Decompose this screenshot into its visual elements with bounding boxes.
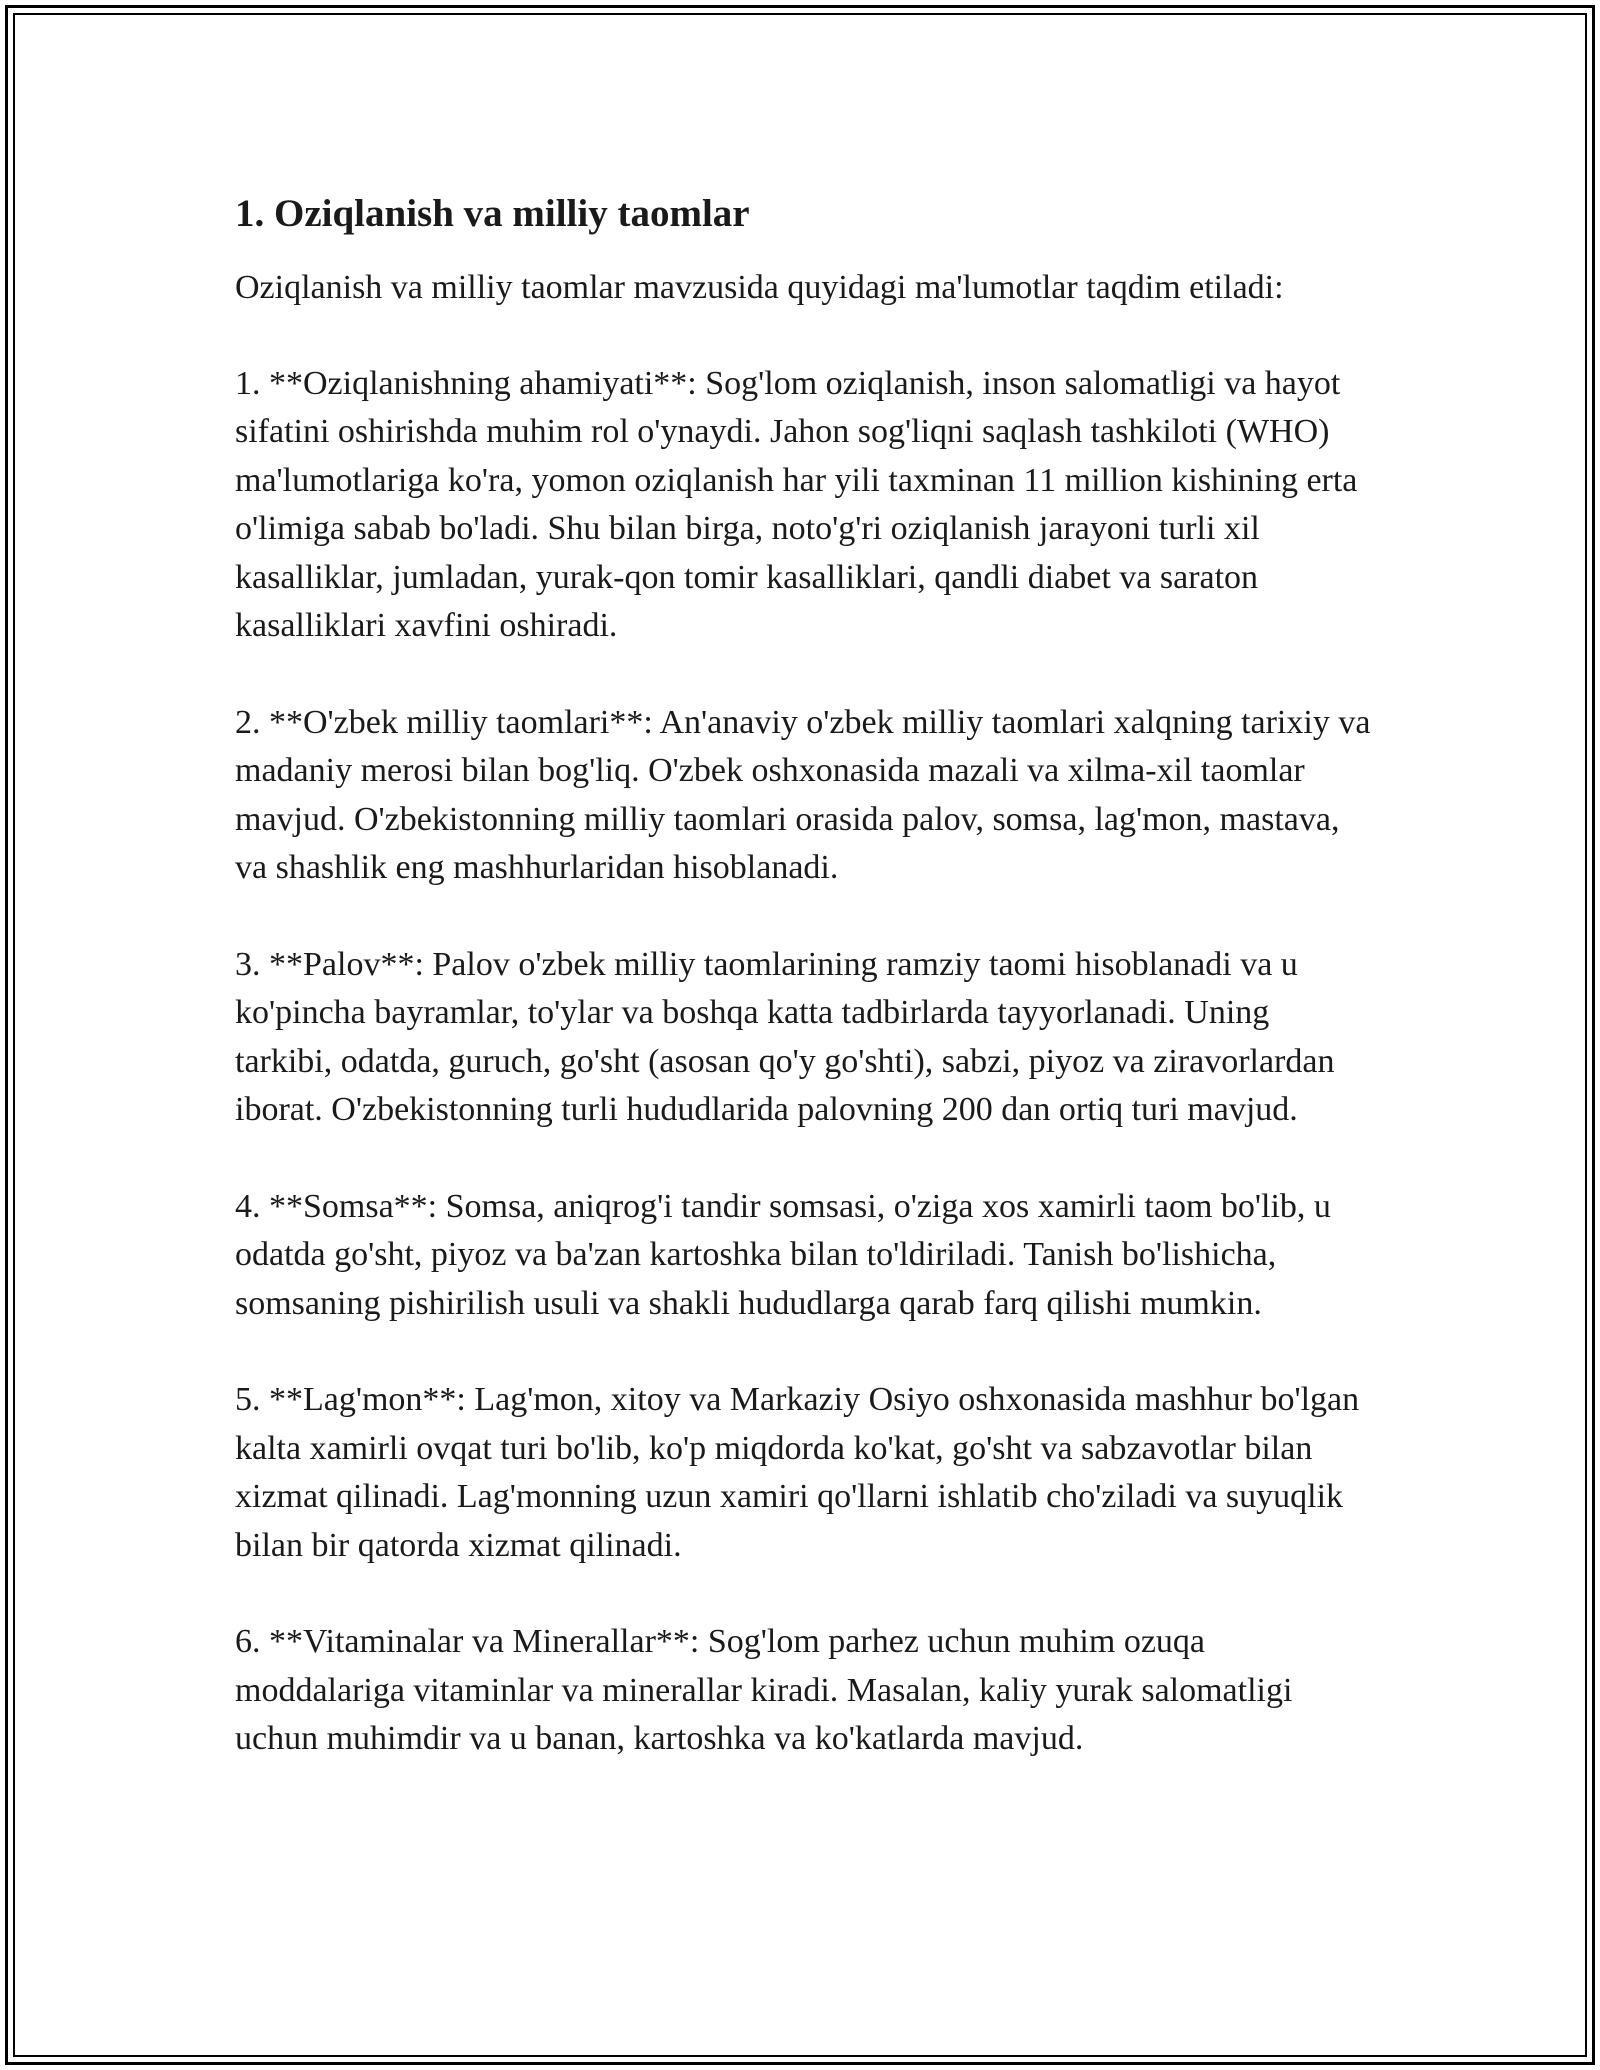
document-title: 1. Oziqlanish va milliy taomlar [235, 192, 750, 235]
paragraph-3: 3. **Palov**: Palov o'zbek milliy taomlarining ramziy taomi hisoblanadi va u ko'pincha bayramlar, to'ylar va boshqa katta tadbirlarda tayyorlanadi. Uning tarkibi, odatda, guruch, go'sht (asosan qo'y go'shti), sabzi, piyoz va ziravorlardan iborat. O'zbekistonning turli hududlarida palovning 200 dan ortiq turi mavjud. [235, 945, 1335, 1129]
intro-paragraph: Oziqlanish va milliy taomlar mavzusida quyidagi ma'lumotlar taqdim etiladi: [235, 269, 1284, 306]
paragraph-2: 2. **O'zbek milliy taomlari**: An'anaviy o'zbek milliy taomlari xalqning tarixiy va madaniy merosi bilan bog'liq. O'zbek oshxonasida mazali va xilma-xil taomlar mavjud. O'zbekistonning milliy taomlari orasida palov, somsa, lag'mon, mastava, va shashlik eng mashhurlaridan hisoblanadi. [235, 703, 1371, 887]
paragraph-6: 6. **Vitaminalar va Minerallar**: Sog'lom parhez uchun muhim ozuqa moddalariga vitaminlar va minerallar kiradi. Masalan, kaliy yurak salomatligi uchun muhimdir va u banan, kartoshka va ko'katlarda mavjud. [235, 1623, 1293, 1758]
paragraph-5: 5. **Lag'mon**: Lag'mon, xitoy va Markaziy Osiyo oshxonasida mashhur bo'lgan kalta xamirli ovqat turi bo'lib, ko'p miqdorda ko'kat, go'sht va sabzavotlar bilan xizmat qilinadi. Lag'monning uzun xamiri qo'llarni ishlatib cho'ziladi va suyuqlik bilan bir qatorda xizmat qilinadi. [235, 1381, 1360, 1564]
paragraph-4: 4. **Somsa**: Somsa, aniqrog'i tandir somsasi, o'ziga xos xamirli taom bo'lib, u odatda go'sht, piyoz va ba'zan kartoshka bilan to'ldiriladi. Tanish bo'lishicha, somsaning pishirilish usuli va shakli hududlarga qarab farq qilishi mumkin. [235, 1187, 1331, 1322]
document-body [235, 180, 1375, 1764]
paragraph-1: 1. **Oziqlanishning ahamiyati**: Sog'lom oziqlanish, inson salomatligi va hayot sifatini oshirishda muhim rol o'ynaydi. Jahon sog'liqni saqlash tashkiloti (WHO) ma'lumotlariga ko'ra, yomon oziqlanish har yili taxminan 11 million kishining erta o'limiga sabab bo'ladi. Shu bilan birga, noto'g'ri oziqlanish jarayoni turli xil kasalliklar, jumladan, yurak-qon tomir kasalliklari, qandli diabet va saraton kasalliklari xavfini oshiradi. [235, 365, 1358, 645]
